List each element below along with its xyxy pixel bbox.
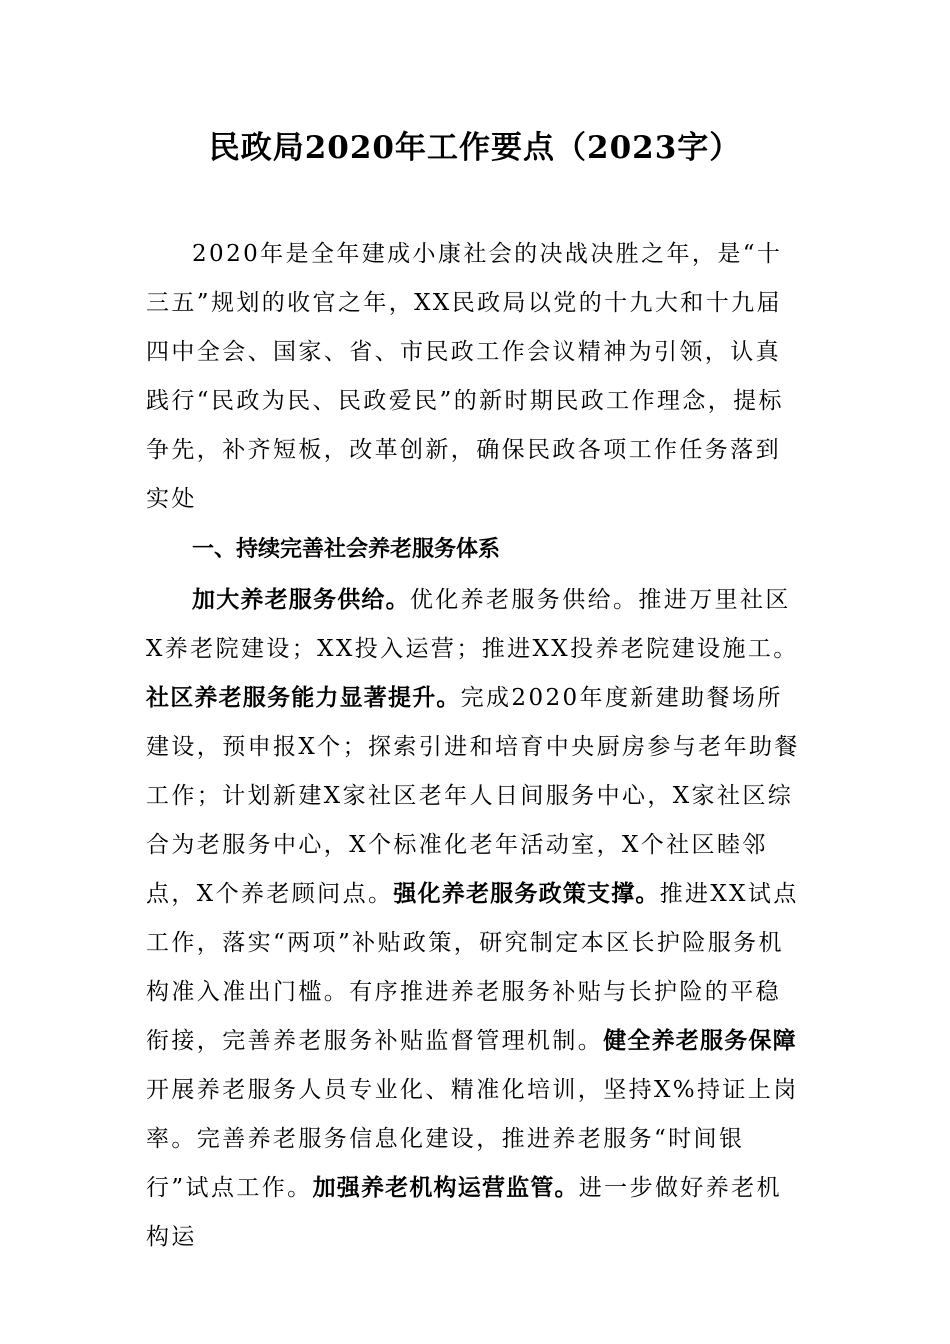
- subheading-guarantee: 健全养老服务保障: [603, 1028, 797, 1054]
- section-heading: 一、持续完善社会养老服务体系: [192, 537, 501, 562]
- intro-paragraph: 2020年是全年建成小康社会的决战决胜之年，是“十三五”规划的收官之年，XX民政局以党的十九大和十九届四中全会、国家、省、市民政工作会议精神为引领，认真践行“民政为民、民政爱民”的新时期民政工作理念，提标争先，补齐短板，改革创新，确保民政各项工作任务落到实处: [146, 241, 784, 512]
- text-policy: 推进XX试点工作，落实“两项”补贴政策，研究制定本区长护险服务机构准入准出门槛。有序推进养老服务补贴与长护险的平稳衔接，完善养老服务补贴监督管理机制。: [146, 881, 799, 1054]
- subheading-community: 社区养老服务能力显著提升。: [146, 685, 461, 711]
- text-supervision: 进一步做好养老机构运: [146, 1175, 782, 1250]
- text-guarantee: 开展养老服务人员专业化、精准化培训，坚持X%持证上岗率。完善养老服务信息化建设，推进养老服务“时间银行”试点工作。: [146, 1077, 799, 1201]
- text-supply: 优化养老服务供给。推进万里社区X养老院建设；XX投入运营；推进XX投养老院建设施工。: [146, 587, 799, 662]
- subheading-policy: 强化养老服务政策支撑。: [393, 881, 660, 907]
- subheading-supply: 加大养老服务供给。: [192, 587, 410, 613]
- section-body-paragraph: [146, 576, 806, 1262]
- text-community: 完成2020年度新建助餐场所建设，预申报X个；探索引进和培育中央厨房参与老年助餐工作；计划新建X家社区老年人日间服务中心，X家社区综合为老服务中心，X个标准化老年活动室，X个社区睦邻点，X个养老顾问点。: [146, 685, 800, 907]
- document-title: 民政局2020年工作要点（2023字）: [208, 130, 742, 166]
- subheading-supervision: 加强养老机构运营监管。: [312, 1175, 579, 1201]
